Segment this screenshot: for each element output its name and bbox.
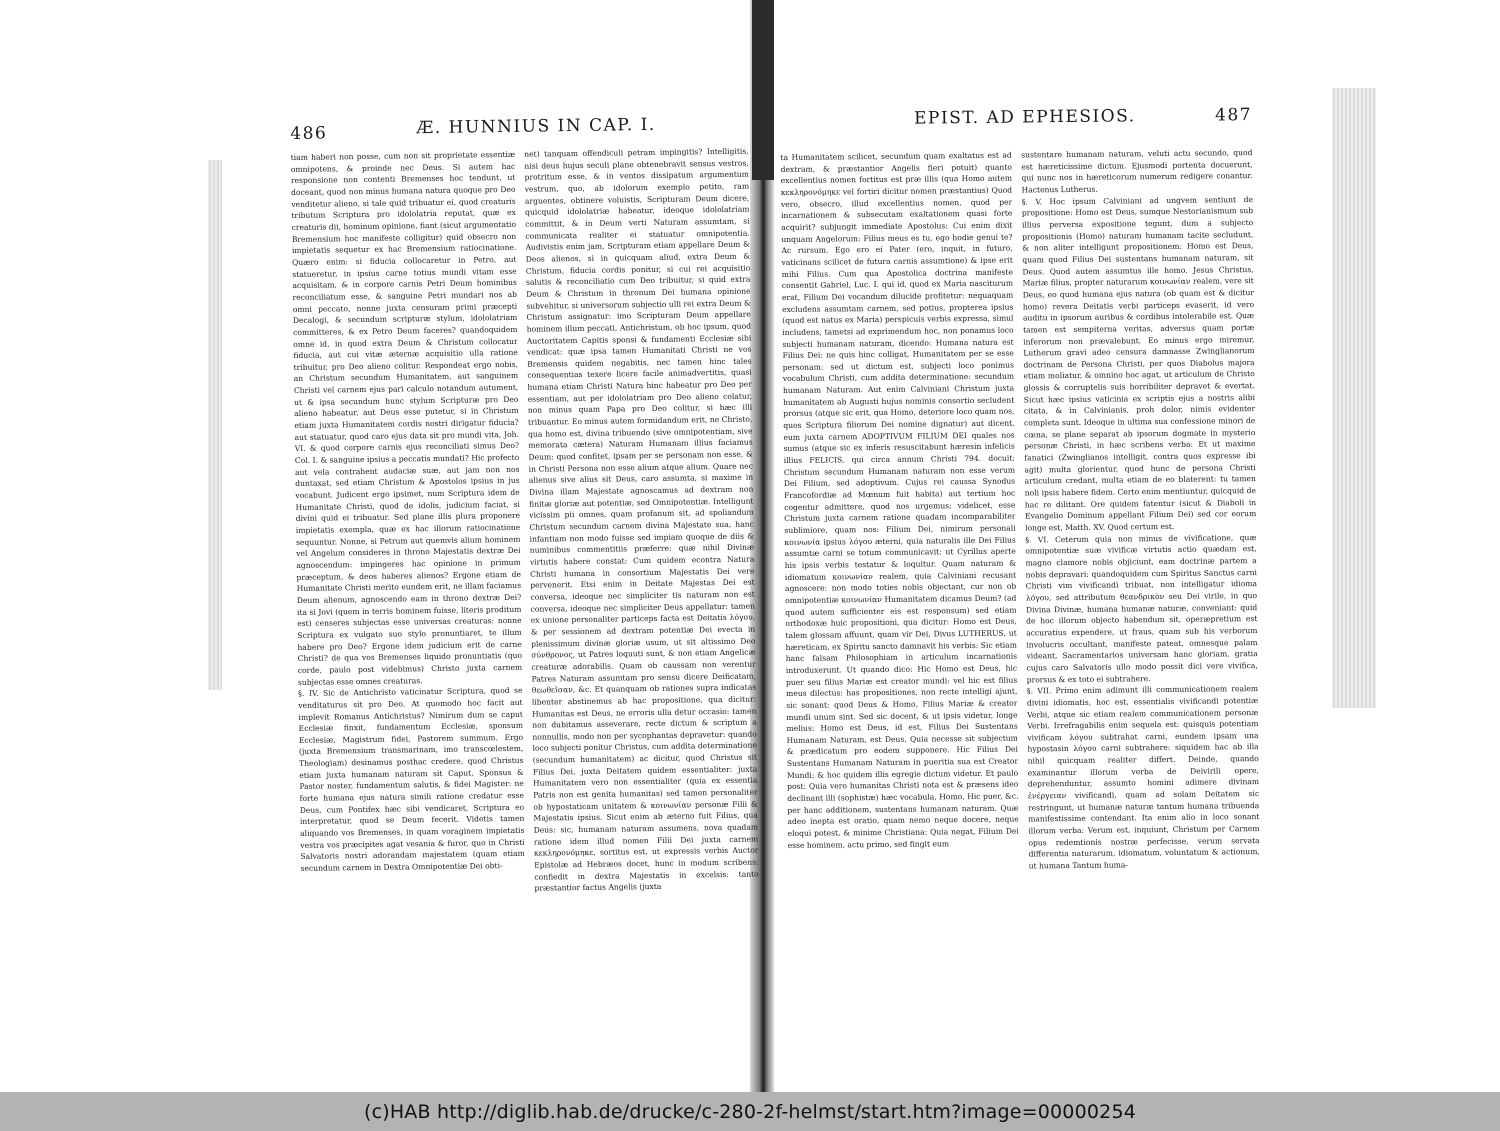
right-col2-section-vi: §. VI. Ceterum quia non minus de vivificatione, quæ omnipotentiæ suæ vivificæ virtutis actio quædam est, magno clamore nobis objiciunt, eam doctrinæ partem a nobis depravari: quandoquidem cum Spiritus Sanctus carni Christi vim vivificandi tribuat, non intelligatur idioma λόγου, sed attributum θεανδρικὸν seu Dei virile, in quo Divina Divinæ, humana humanæ naturæ, conveniant: quid de hoc illorum objecto habendum sit, operæpretium est accuratius expendere, ut fraus, quam sub his verborum involucris occultant, manifeste pateat, omnesque palam videant, Sacramentarios universam hanc gloriam, gratia cujus caro Salvatoris ullo modo possit dici vere vivifica, prorsus & ex toto ei subtrahere. <box>1025 532 1258 684</box>
right-page <box>780 105 1261 970</box>
right-column-2 <box>1021 147 1261 1009</box>
right-running-title: EPIST. AD EPHESIOS. <box>913 106 1136 129</box>
left-columns <box>291 146 761 1012</box>
right-col2-text: sustentare humanam naturam, veluti actu secundo, quod est hæreticissime dictum. Ejusmodi portenta docuerunt, qui nunc nos in hæreticorum numerum redigere conantur. Hactenus Lutherus. <box>1021 148 1253 195</box>
source-credit-link[interactable]: (c)HAB http://diglib.hab.de/drucke/c-280-2f-helmst/start.htm?image=00000254 <box>363 1100 1137 1123</box>
left-col2-text: net) tanquam offendiculi petram impingitis? Intelligitis, nisi deus hujus seculi plane obtenebravit sensus vestros, protritum esse, & in ventos dissipatum argumentum vestrum, quo, ab idolorum exemplo petito, ram arguentes, obtinere voluistis, Scripturam Deum dicere, quicquid idololatriæ habeatur, ideoque idololatriam committit, & in Deum verti Naturam assumtam, si communicata realiter ei statuatur omnipotentia. Audivistis enim jam, Scripturam etiam appellare Deum & Deos alienos, si in quicquam aliud, extra Deum & Christum, fiducia cordis ponitur, si cui rei acquisitio salutis & reconciliatio cum Deo tribuitur, si quid extra Deum & Christum in thronum Dei humana opinione subvehitur, si universorum subjectio ulli rei extra Deum & Christum assignatur: imo Scripturam Deum appellare hominem illum peccati, Antichristum, ob hoc ipsum, quod Auctoritatem Capitis sponsi & fundamenti Ecclesiæ sibi vendicat: quæ ipsa tamen Humanitati Christi ne vos Bremensis quidem negabitis, nec tamen hinc tales consequentias texere licere facile animadvertitis, quasi humana etiam Christi Natura hinc habeatur pro Deo per essentiam, aut per idololatriam pro Deo alieno colatur, non minus quam Papa pro Deo colitur, si hæc illi tribuantur. Eo minus autem formidandum erit, ne Christo, qua homo est, divina tribuendo (sive omnipotentiam, sive memorata cætera) Naturam Humanam illius faciamus Deum: quod confitet, ipsam per se personam non esse, & in Christi Persona non esse alium atque alium. Quare nec alienus sive alius sit Deus, caro assumta, si maxime in Divina illam Majestate agnoscamus ad dextram non finitæ gloriæ aut potentiæ, sed Omnipotentiæ. Intelligunt vicissim pii omnes, quam profanum sit, ad spoliandum Christum secundum carnem divina Majestate sua, hanc infantiam non modo fuisse sed impiam quoque de diis & numinibus commentitiis præferre: quæ nihil Divinæ virtutis habere constat: Cum quidem econtra Natura Christi humana in consortium Majestatis Dei vere pervenerit. Etsi enim in Deitate Majestas Dei est conversa, ideoque nec simpliciter tis naturam non est conversa, ideoque nec simpliciter Deus appellatur: tamen ex unione personaliter particeps facta est Deitatis λόγου, & per sessionem ad dextram potentiæ Dei evecta in plenissimum divinæ gloriæ usum, ut sit altissimo Deo σύνθρονος, ut Patres loquuti sunt, & non etiam Angelicæ creaturæ adorabilis. Quam ob caussam non verentur Patres Naturam assumtam pro sensu dicere Deificatam, θεωθεῖσαν, &c. Et quanquam ob rationes supra indicatas libenter abstinemus ab hac propositione, qua dicitur: Humanitas est Deus, ne erroris ulla detur occasio: tamen non dubitamus asseverare, recte dictum & scriptum a nonnullis, modo non per sycophantas depravetur: quando loco subjecti ponitur Christus, cum addita determinatione (secundum humanitatem) ac dicitur, quod Christus sit Filius Dei, juxta Deitatem quidem essentialiter: juxta Humanitatem vero non essentialiter (quia ex essentia Patris non est genita humanitas) sed tamen personaliter ob hypostaticam unitatem & κοινωνίαν personæ Filii & Majestatis ipsius. Sicut enim ab æterno fuit Filius, qua Deus: sic, humanam naturam assumens, nova quadam ratione idem illud nomen Filii Dei juxta carnem κεκληρονόμηκε, sortitus est, ut expressis verbis Auctor Epistolæ ad Hebræos docet, hunc in modum scribens: confiedit in dextra Majestatis in excelsis: tanto præstantior factus Angelis (juxta <box>524 146 759 894</box>
right-col1-text: ta Humanitatem scilicet, secundum quam exaltatus est ad dextram, & præstantior Angelis fieri potuit) quanto excellentius nomen fortitus est præ illis (qua Homo autem κεκληρονόμηκε vel fortiri dicitur nomen præstantius) Quod vero, obsecro, illud excellentius nomen, quod per incarnationem & subsecutam exaltationem quasi forte acquirit? subjungit immediate Apostolus: Cui enim dixit unquam Angelorum: Filius meus es tu, ego hodie genui te? Ac rursum. Ego ero ei Pater (ero, inquit, in futuro, vaticinans scilicet de futura carnis assumtione) & ipse erit mihi Filius. Cum qua Apostolica doctrina manifeste consentit Gabriel, Luc. I. qui id, quod ex Maria nasciturum erat, Filium Dei vocandum dilucide profitetur: nequaquam excludens assumtam carnem, sed potius, propterea ipsius (quod est natus ex Maria) perspicuis verbis expressa, simul includens, tametsi ad exprimendum hoc, non ponamus loco subjecti humanam naturam, dicendo: Humana natura est Filius Dei: ne quis hinc colligat, Humanitatem per se esse personam: sed ut dictum est, subjecti loco ponimus vocabulum Christi, cum addita determinatione: secundum humanam Naturam. Aut enim Calviniani Christum juxta humanitatem ab Augusti hujus nominis consortio secludent prorsus (atque sic erit, qua Homo, deteriore loco quam nos, quos Scriptura filiorum Dei nomine dignatur) aut dicent, eum juxta carnem ADOPTIVUM FILIUM DEI quales nos sumus (atque sic ex inferis resuscitabunt hæresin infelicis illius FELICIS, qui circa annum Christi 794. docuit: Christum secundum Humanam naturam non esse verum Dei Filium, sed adoptivum. Cujus rei caussa Synodus Francofordiæ ad Mœnum fuit habita) aut tertium hoc cogentur admittere, quod nos urgemus; videlicet, esse Christum juxta carnem ratione quadam incomparabiliter sublimiore, quam nos: Filium Dei, nimirum personali κοινωνία ipsius λόγου æterni, quia naturalis ille Dei Filius assumtæ carni se totum communicavit: ut Cyrillus aperte his ipsis verbis testatur & loquitur. Quam naturam & idiomatum κοινωνίαν realem, quia Calviniani recusant agnoscere: non modo toties nobis objectant, cur non ob omnipotentiæ κοινωνίαν Humanitatem dicamus Deum? (ad quod autem sufficienter eis est responsum) sed etiam orthodoxæ huic propositioni, qua dicitur: Homo est Deus, talem glossam affuunt, quam vir Dei, Divus LUTHERUS, ut hæreticam, ex Spiritu sancto damnavit his verbis: Sic etiam hanc falsam Philosophiam in articulum incarnationis introduxerunt. Ut quando dico: Hic Homo est Deus, hic puer seu filius Mariæ est creator mundi: vel hic est filius meus dilectus: has propositiones, non recte intelligi ajunt, sic sonant: quod Deus & Homo, Filius Mariæ & creator mundi unum sint. Sed sic docent, & ut ipsis videtur, longe melius: Homo est Deus, id est, Filius Dei Sustentans Humanam Naturam, est Deus. Quia necesse sit subjectum & prædicatum pro eodem supponere. Hic Filius Dei Sustentans Humanam Naturam in pueritia sua est Creator Mundi: & hoc quidem illis egregie dictum videtur. Et paulo post: Quia vero humanitas Christi nota est & præsens ideo declinant illi (sophistæ) hæc vocabula, Homo, Hic puer, &c. per hanc additionem, sustentans humanam naturam. Quæ adeo inepta est oratio, quam nemo neque docere, neque eloqui potest, & minime Christiana: Quia negat, Filium Dei esse hominem, actu primo, sed fingit eum <box>780 150 1019 850</box>
left-page <box>290 104 760 970</box>
source-credit-bar <box>0 1092 1500 1131</box>
right-running-head <box>780 105 1252 144</box>
right-column-1 <box>780 150 1020 1012</box>
left-running-head <box>290 104 748 144</box>
left-col1-text: tiam haberi non posse, cum non sit proprietate essentiæ omnipotens, & proinde nec Deus. Si autem hac responsione non contenti Bremenses hoc tendunt, ut doceant, quod non minus humana natura quoque pro Deo venditetur alieno, si tale quid tribuatur ei, quod creaturis tributum Scriptura pro idololatria reputat, quæ ex creaturis dii, hominum opinione, fiant (sicut argumentatio Bremensium hoc manifeste colligitur) quid obsecro non impietatis sequetur ex hac Bremensium ratiocinatione. Quæro enim: si fiducia collocaretur in Petro, aut statueretur, in ipsius carne totius mundi vitam esse acquisitam, & in corpore carnis Petri Deum hominibus reconciliatum esse, & sanguine Petri mundari nos ab omni peccato, nonne juxta censuram primi præcepti Decalogi, & secundum scripturæ stylum, idololatriam committeres, & ex Petro Deum faceres? quandoquidem omne id, in quod extra Deum & Christum collocatur fiducia, aut cui vitæ æternæ acquisitio ulla ratione tribuitur, pro Deo alieno colitur. Respondeat ergo nobis, an Christum secundum Humanitatem, aut sanguinem Christi vel carnem ejus pari calculo notandum autument, ut & ipsa secundum hunc stylum Scripturæ pro Deo alieno habeatur, aut Deus esse putetur, si in Christum etiam juxta Humanitatem cordis nostri dirigatur fiducia? aut statuatur, quod caro ejus data sit pro mundi vita, Joh. VI. & quod corpore carnis ejus reconciliati simus Deo? Col. I. & sanguine ipsius a peccatis mundati? Hic profecto aut vela contrahent audaciæ suæ, aut jam non nos duntaxat, sed etiam Christum & Apostolos ipsius in jus vocabunt. Judicent ergo ipsimet, num Scriptura idem de Humanitate Christi, quod de idolis, judicium faciat, si divini quid ei tribuatur. Sed plane illis plura proponere impietatis exempla, quæ ex hac illorum ratiocinatione sequuntur. Nonne, si Petrum aut quemvis alium hominem vel Angelum consideres in throno Majestatis dextræ Dei agnoscendum: impingeres hac opinione in primum præceptum, & deos haberes alienos? Ergone etiam de Humanitate Christi merito eundem erit, ne illam faciamus Deum alienum, agnoscendo eam in throno dextræ Dei? ita si Jovi (quem in terris hominem fuisse, literis proditum est) censeres subjectas esse universas creaturas: nonne Scriptura ex vulgato suo stylo pronuntiaret, te illum habere pro Deo? Ergone idem judicium erit de carne Christi? de qua vos Bremenses liquido pronuntiatis (quo corde, paulo post videbimus) Christo juxta carnem subjectas esse omnes creaturas. <box>290 149 523 687</box>
left-page-edge <box>208 160 222 690</box>
gutter-shadow <box>752 0 774 180</box>
right-col2-section-vii: §. VII. Primo enim adimunt illi communicationem realem divini idiomatis, hoc est, essentialis vivificandi potentiæ Verbi, atque sic etiam realem communicationem personæ Verbi. Irrefragabilis enim sequela est: quisquis potentiam vivificam λόγου subtrahat carni, eundem ipsam una hypostasin λόγου carni subtrahere: siquidem hac ab illa nihil quicquam realiter differt. Deinde, quando examinantur illorum verba de Deivirili opere, deprehenduntur, assumto homini adimere divinam ἐνέργειαν vivificandi, quam ad solam Deitatem sic restringunt, ut humanæ naturæ tantum humana tribuenda manifestissime contendant. Ita enim alio in loco sonant illorum verba: Verum est, inquiunt, Christum per Carnem opus redemtionis nostræ perfecisse, verum servata differentia naturarum, idiomatum, voluntatum & actionum, ut humana Tantum huma- <box>1026 684 1260 871</box>
left-column-1 <box>291 149 527 1012</box>
left-running-title: Æ. HUNNIUS IN CAP. I. <box>416 114 656 139</box>
left-col1-section-iv: §. IV. Sic de Antichristo vaticinatur Scriptura, quod se venditaturus sit pro Deo. At quomodo hoc facit aut implevit Romanus Antichristus? Nimirum dum se caput Ecclesiæ finxit, fundamentum Ecclesiæ, sponsum Ecclesiæ, Magistrum fidei, Pastorem summum. Ergo (juxta Bremensium transmarinam, imo transcœlestem, Theologiam) desinamus posthac credere, quod Christus etiam juxta humanam naturam sit Caput, Sponsus & Pastor noster, fundamentum salutis, & fidei Magister: ne forte humana ejus natura simili ratione credatur esse Deus, cum Pontifex hæc sibi vendicaret, Scriptura eo interpretatur, quod se Deum fecerit. Videtis tamen aliquando vos Bremenses, in quam voraginem impietatis vestra vos præcipites agat vesania & furor, quo in Christi Salvatoris nostri adorandam majestatem (quam etiam secundum carnem in Dextra Omnipotentiæ Dei obti- <box>298 685 525 873</box>
right-columns <box>780 147 1261 1012</box>
right-page-edge <box>1332 88 1376 708</box>
left-page-number: 486 <box>290 123 328 144</box>
left-column-2 <box>524 146 760 1009</box>
right-page-number: 487 <box>1215 105 1253 126</box>
right-col2-section-v: §. V. Hoc ipsum Calviniani ad ungvem sentiunt de propositione: Homo est Deus, sumque Nestorianismum sub illius perversa expositione tegunt, dum a subjecto propositionis (Homo) naturam humanam tacite secludunt, & non aliter intelligunt propositionem: Homo est Deus, quam quod Filius Dei sustentans humanam naturam, sit Deus. Quod autem assumtus ille homo. Jesus Christus, Mariæ filius, propter naturarum κοινωνίαν realem, vere sit Deus, eo quod humana ejus natura (ob quam est & dicitur homo) revera Deitatis verbi particeps evaserit, id vero auditu in ipsorum auribus & cordibus intolerabile est. Quæ tamen est sempiterna veritas, adversus quam portæ inferorum non prævalebunt. Eo minus ergo miremur, Lutherum gravi adeo censura damnasse Zwinglianorum doctrinam de Persona Christi, per quos Diabolus majora etiam moliatur, & omnino hoc agat, ut articulum de Christo glossis & corruptelis suis horribiliter depravet & evertat. Sicut hæc ipsius vaticinia ex scriptis ejus a nostris alibi citata, & in Calvinianis, proh dolor, nimis evidenter completa sunt. Ideoque in ultima sua confessione minori de cœna, se plane separat ab ipsorum dogmate in mysterio personæ Christi, in hæc scribens verba: Et ut maxime fanatici (Zwinglianos intelligit, contra quos expresse ibi agit) multa glorientur, quod hunc de persona Christi articulum credant, multa etiam de eo blaterent: tu tamen noli ipsis habere fidem. Certo enim mentiuntur, quicquid de hac re dilitant. Ore quidem fatentur (sicut & Diaboli in Evangelio Dominum appellant Filium Dei) sed cor eorum longe est, Matth. XV. Quod certum est. <box>1021 194 1257 533</box>
